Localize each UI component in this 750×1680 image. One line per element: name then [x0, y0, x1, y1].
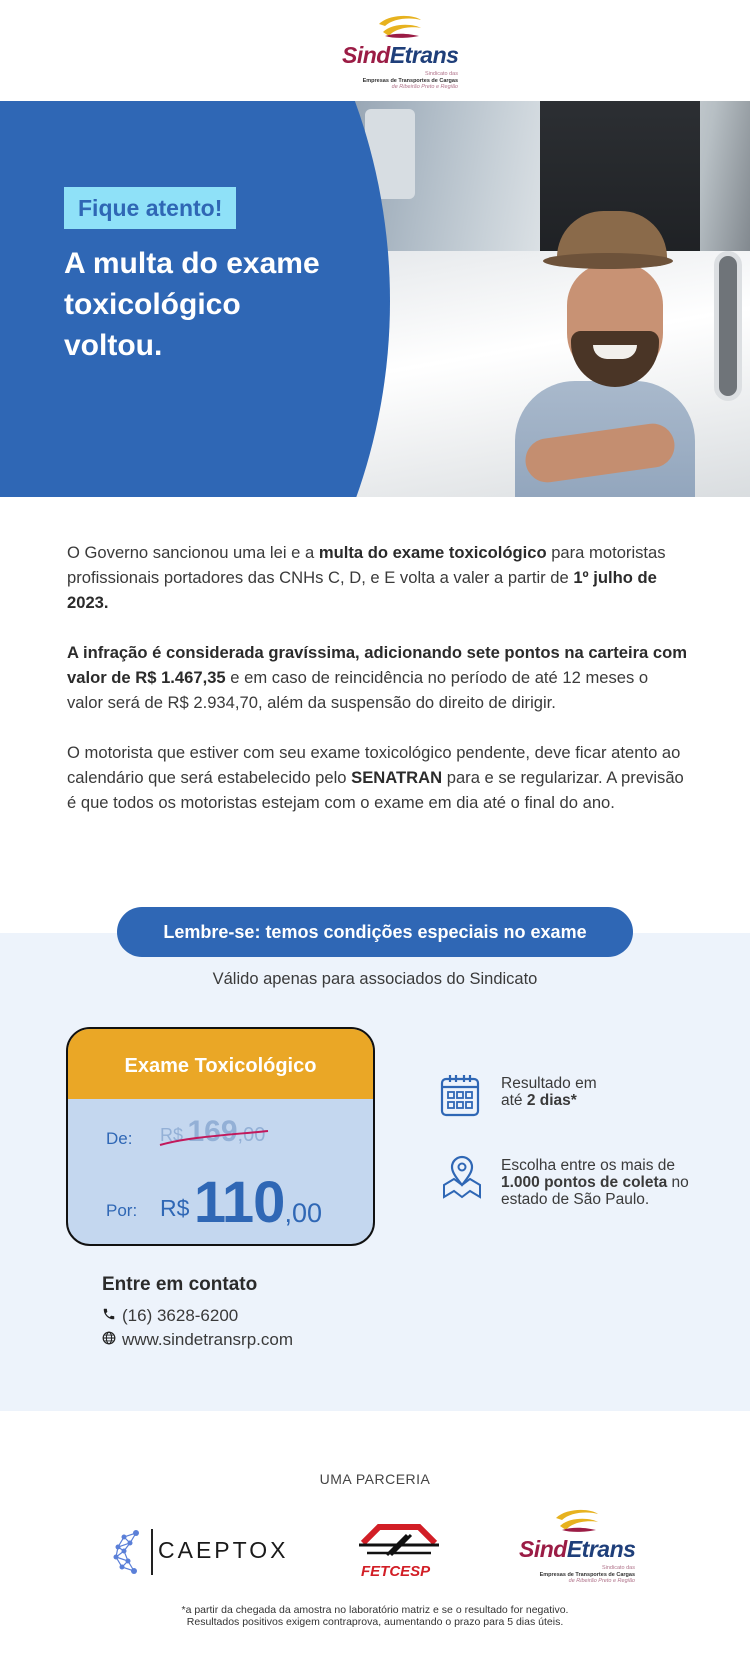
- email-header: [0, 0, 750, 101]
- partnership-label: UMA PARCERIA: [319, 1471, 431, 1487]
- old-price-label: De:: [106, 1129, 133, 1148]
- caeptox-network-icon: [110, 1521, 150, 1581]
- hero-banner: [0, 101, 750, 497]
- paragraph-penalty: A infração é considerada gravíssima, adicionando sete pontos na carteira com valor de R$ 1.467,35 e em caso de reincidência no período de até 12 meses o valor será de R$ 2.934,70, além da suspensão do direito de dirigir.: [67, 643, 688, 712]
- paragraph-law: O Governo sancionou uma lei e a multa do exame toxicológico para motoristas profissionais portadores das CNHs C, D, e E volta a valer a partir de 1º julho de 2023.: [67, 543, 666, 612]
- footnote-line-2: Resultados positivos exigem contraprova, aumentando o prazo para 5 dias úteis.: [186, 1616, 564, 1628]
- map-pin-icon: [440, 1155, 484, 1199]
- strikethrough-line: [158, 1129, 270, 1149]
- caeptox-logo[interactable]: [110, 1521, 300, 1581]
- price-card-title: Exame Toxicológico: [68, 1029, 373, 1099]
- brand-tagline: Sindicato das Empresas de Transportes de Cargas de Ribeirão Preto e Região: [539, 1565, 635, 1584]
- contact-phone[interactable]: (16) 3628-6200: [102, 1306, 238, 1326]
- price-card: [66, 1027, 375, 1246]
- fetcesp-wordmark: FETCESP: [361, 1563, 431, 1580]
- new-price: R$ 110,00: [160, 1170, 322, 1235]
- brand-wordmark: SindEtrans: [342, 42, 459, 68]
- footnote-line-1: *a partir da chegada da amostra no laboratório matriz e se o resultado for negativo.: [181, 1604, 569, 1616]
- old-price: R$ 169,00: [160, 1115, 266, 1148]
- calendar-icon: [440, 1073, 480, 1117]
- article-body: [67, 540, 687, 840]
- contact-title: Entre em contato: [102, 1274, 258, 1295]
- brand-wordmark: SindEtrans: [519, 1536, 636, 1562]
- feature-result-time: [440, 1073, 700, 1123]
- paragraph-calendar: O motorista que estiver com seu exame toxicológico pendente, deve ficar atento ao calendário que será estabelecido pelo SENATRAN para e se regularizar. A previsão é que todos os motoristas estejam com o exame em dia até o final do ano.: [67, 743, 684, 812]
- phone-icon: [102, 1306, 122, 1326]
- hero-title: A multa do exame toxicológico voltou.: [64, 247, 320, 362]
- hero-badge: Fique atento!: [64, 187, 236, 229]
- feature-collection-points: [440, 1155, 700, 1235]
- sindetrans-swoosh-icon: [375, 14, 425, 40]
- validity-note: Válido apenas para associados do Sindicato: [212, 970, 538, 988]
- sindetrans-swoosh-icon: [552, 1508, 602, 1534]
- new-price-label: Por:: [106, 1201, 138, 1220]
- sindetrans-logo[interactable]: [340, 12, 460, 92]
- contact-website[interactable]: www.sindetransrp.com: [102, 1330, 293, 1350]
- fetcesp-logo[interactable]: [357, 1521, 441, 1587]
- special-conditions-banner[interactable]: Lembre-se: temos condições especiais no exame: [117, 907, 633, 957]
- brand-tagline: Sindicato das Empresas de Transportes de Cargas de Ribeirão Preto e Região: [362, 71, 458, 90]
- caeptox-wordmark: CAEPTOX: [158, 1537, 289, 1563]
- footnote: [0, 1604, 750, 1628]
- fetcesp-emblem-icon: [357, 1521, 441, 1561]
- feature-collection-text: Escolha entre os mais de 1.000 pontos de coleta no estado de São Paulo.: [501, 1157, 689, 1208]
- feature-result-text: Resultado em até 2 dias*: [501, 1075, 597, 1109]
- globe-icon: [102, 1330, 122, 1350]
- sindetrans-partner-logo[interactable]: [517, 1506, 637, 1586]
